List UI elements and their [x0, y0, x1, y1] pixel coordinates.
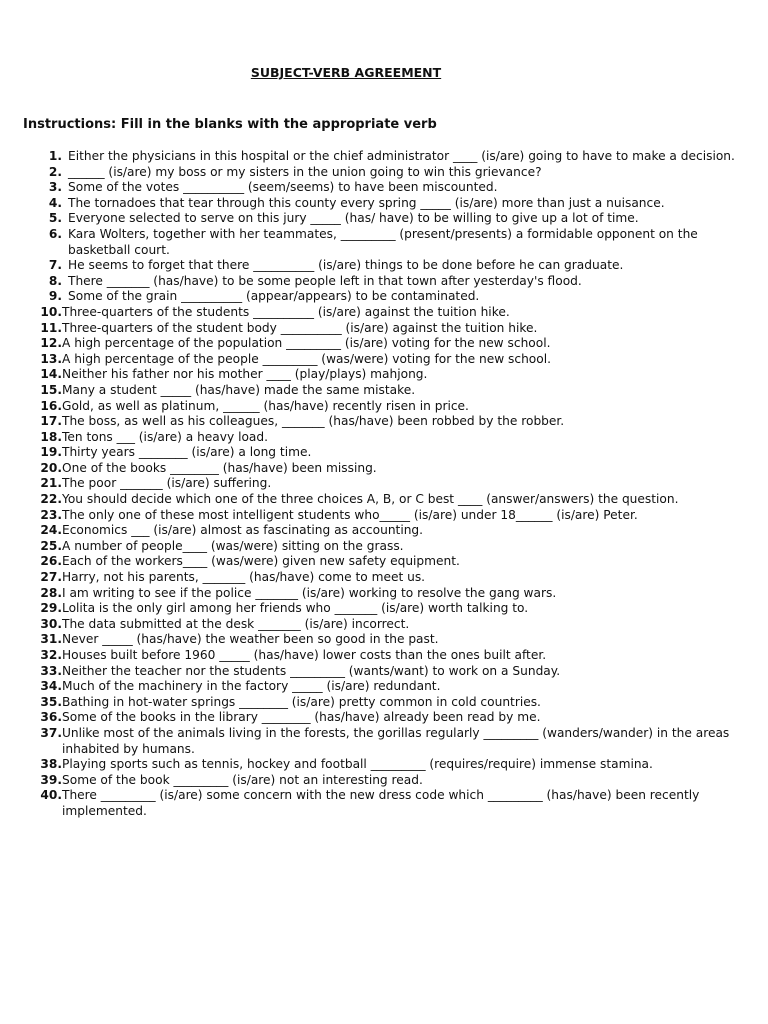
exercise-number: 36.: [40, 710, 62, 725]
exercise-item: [30, 461, 738, 477]
exercise-sentence: Thirty years ________ (is/are) a long time.: [62, 445, 312, 460]
exercise-sentence: Either the physicians in this hospital or the chief administrator ____ (is/are) going to have to make a decision.: [68, 149, 735, 163]
exercise-item: [30, 539, 738, 555]
exercise-sentence: A number of people____ (was/were) sitting on the grass.: [62, 538, 404, 553]
exercise-number: 1.: [48, 149, 62, 163]
exercise-item: [30, 554, 738, 570]
exercise-sentence: Many a student _____ (has/have) made the same mistake.: [62, 382, 416, 397]
exercise-number: 7.: [48, 258, 62, 273]
exercise-sentence: The boss, as well as his colleagues, _______ (has/have) been robbed by the robber.: [62, 414, 565, 429]
exercise-sentence: Some of the books in the library ________ (has/have) already been read by me.: [62, 710, 541, 725]
exercise-item: [30, 788, 738, 819]
exercise-item: [30, 601, 738, 617]
exercise-item: [30, 180, 738, 196]
exercise-item: [30, 383, 738, 399]
exercise-item: [30, 399, 738, 415]
exercise-item: [30, 305, 738, 321]
exercise-number: 23.: [40, 507, 62, 522]
exercise-sentence: Gold, as well as platinum, ______ (has/have) recently risen in price.: [62, 398, 469, 413]
exercise-sentence: A high percentage of the population _________ (is/are) voting for the new school.: [62, 336, 551, 351]
exercise-number: 13.: [40, 351, 62, 366]
exercise-number: 15.: [40, 382, 62, 397]
exercise-sentence: ______ (is/are) my boss or my sisters in the union going to win this grievance?: [68, 164, 542, 179]
exercise-number: 37.: [40, 725, 62, 740]
exercise-sentence: Never _____ (has/have) the weather been so good in the past.: [62, 632, 439, 647]
exercise-item: [30, 617, 738, 633]
exercise-item: [30, 445, 738, 461]
exercise-item: [30, 321, 738, 337]
instructions-heading: Instructions: Fill in the blanks with the appropriate verb: [23, 117, 437, 132]
exercise-number: 4.: [48, 195, 62, 210]
exercise-number: 33.: [40, 663, 62, 678]
exercise-item: [30, 710, 738, 726]
exercise-item: [30, 757, 738, 773]
exercise-item: [30, 352, 738, 368]
exercise-sentence: Economics ___ (is/are) almost as fascinating as accounting.: [62, 523, 424, 538]
exercise-sentence: Houses built before 1960 _____ (has/have) lower costs than the ones built after.: [62, 648, 547, 662]
exercise-number: 38.: [40, 757, 62, 772]
exercise-number: 40.: [40, 788, 62, 803]
exercise-item: [30, 523, 738, 539]
exercise-item: [30, 476, 738, 492]
exercise-number: 14.: [40, 367, 62, 382]
exercise-number: 26.: [40, 554, 62, 569]
exercise-sentence: Kara Wolters, together with her teammates, _________ (present/presents) a formidable opponent on the basketball court.: [68, 226, 698, 257]
exercise-item: [30, 430, 738, 446]
exercise-sentence: Each of the workers____ (was/were) given new safety equipment.: [62, 554, 460, 569]
exercise-number: 19.: [40, 445, 62, 460]
exercise-item: [30, 289, 738, 305]
exercise-sentence: Harry, not his parents, _______ (has/have) come to meet us.: [62, 570, 426, 585]
exercise-number: 11.: [40, 320, 62, 335]
exercise-item: [30, 695, 738, 711]
exercise-item: [30, 414, 738, 430]
exercise-number: 31.: [40, 632, 62, 647]
exercise-sentence: Playing sports such as tennis, hockey and football _________ (requires/require) immense stamina.: [62, 757, 653, 772]
exercise-item: [30, 258, 738, 274]
exercise-item: [30, 648, 738, 664]
exercise-number: 9.: [48, 289, 62, 304]
exercise-number: 30.: [40, 616, 62, 631]
exercise-number: 21.: [40, 476, 62, 491]
exercise-sentence: Unlike most of the animals living in the forests, the gorillas regularly _________ (wanders/wander) in the areas inhabited by humans.: [62, 725, 730, 756]
exercise-number: 28.: [40, 585, 62, 600]
exercise-number: 8.: [48, 273, 62, 288]
exercise-number: 22.: [40, 492, 62, 507]
exercise-item: [30, 165, 738, 181]
exercise-sentence: A high percentage of the people _________ (was/were) voting for the new school.: [62, 351, 551, 366]
exercise-number: 5.: [48, 211, 62, 226]
exercise-item: [30, 586, 738, 602]
exercise-sentence: Three-quarters of the students __________ (is/are) against the tuition hike.: [62, 304, 510, 319]
exercise-item: [30, 149, 738, 165]
exercise-item: [30, 632, 738, 648]
exercise-number: 16.: [40, 398, 62, 413]
exercise-sentence: He seems to forget that there __________ (is/are) things to be done before he can graduate.: [68, 258, 624, 273]
exercise-item: [30, 196, 738, 212]
exercise-sentence: Some of the grain __________ (appear/appears) to be contaminated.: [68, 289, 480, 304]
exercise-number: 20.: [40, 460, 62, 475]
exercise-sentence: You should decide which one of the three choices A, B, or C best ____ (answer/answers) the question.: [62, 492, 679, 507]
exercise-sentence: The only one of these most intelligent students who_____ (is/are) under 18______ (is/are) Peter.: [62, 507, 638, 522]
exercise-sentence: Much of the machinery in the factory _____ (is/are) redundant.: [62, 679, 441, 694]
exercise-sentence: There _______ (has/have) to be some people left in that town after yesterday's flood.: [68, 273, 582, 288]
exercise-list: [30, 149, 738, 820]
exercise-number: 2.: [48, 164, 62, 179]
exercise-item: [30, 211, 738, 227]
exercise-sentence: Ten tons ___ (is/are) a heavy load.: [62, 429, 268, 444]
exercise-item: [30, 336, 738, 352]
exercise-sentence: Everyone selected to serve on this jury _____ (has/ have) to be willing to give up a lot of time.: [68, 211, 639, 226]
exercise-item: [30, 274, 738, 290]
exercise-sentence: Neither the teacher nor the students _________ (wants/want) to work on a Sunday.: [62, 663, 561, 678]
exercise-number: 25.: [40, 538, 62, 553]
exercise-item: [30, 773, 738, 789]
exercise-number: 12.: [40, 336, 62, 351]
exercise-item: [30, 508, 738, 524]
exercise-number: 39.: [40, 772, 62, 787]
exercise-number: 3.: [48, 180, 62, 195]
exercise-number: 6.: [48, 226, 62, 241]
exercise-number: 29.: [40, 601, 62, 616]
exercise-item: [30, 367, 738, 383]
exercise-sentence: Lolita is the only girl among her friends who _______ (is/are) worth talking to.: [62, 601, 529, 616]
exercise-number: 18.: [40, 429, 62, 444]
exercise-item: [30, 679, 738, 695]
exercise-sentence: I am writing to see if the police _______ (is/are) working to resolve the gang wars.: [62, 585, 557, 600]
exercise-number: 10.: [40, 304, 62, 319]
exercise-sentence: Some of the book _________ (is/are) not an interesting read.: [62, 772, 423, 787]
exercise-sentence: The poor _______ (is/are) suffering.: [62, 476, 272, 491]
exercise-number: 17.: [40, 414, 62, 429]
exercise-item: [30, 726, 738, 757]
exercise-sentence: One of the books ________ (has/have) been missing.: [62, 460, 377, 475]
exercise-sentence: Bathing in hot-water springs ________ (is/are) pretty common in cold countries.: [62, 694, 541, 709]
exercise-sentence: The tornadoes that tear through this county every spring _____ (is/are) more than just a nuisance.: [68, 195, 665, 210]
exercise-item: [30, 570, 738, 586]
exercise-sentence: The data submitted at the desk _______ (is/are) incorrect.: [62, 616, 410, 631]
exercise-number: 34.: [40, 679, 62, 694]
exercise-number: 32.: [40, 648, 62, 662]
exercise-number: 35.: [40, 694, 62, 709]
exercise-sentence: Three-quarters of the student body __________ (is/are) against the tuition hike.: [62, 320, 538, 335]
exercise-sentence: There _________ (is/are) some concern with the new dress code which _________ (has/have) been recently implemented.: [62, 788, 700, 818]
exercise-item: [30, 227, 738, 258]
exercise-sentence: Neither his father nor his mother ____ (play/plays) mahjong.: [62, 367, 428, 382]
exercise-sentence: Some of the votes __________ (seem/seems) to have been miscounted.: [68, 180, 498, 195]
exercise-number: 24.: [40, 523, 62, 538]
exercise-item: [30, 664, 738, 680]
document-title: SUBJECT-VERB AGREEMENT: [250, 65, 442, 80]
exercise-item: [30, 492, 738, 508]
exercise-number: 27.: [40, 570, 62, 585]
